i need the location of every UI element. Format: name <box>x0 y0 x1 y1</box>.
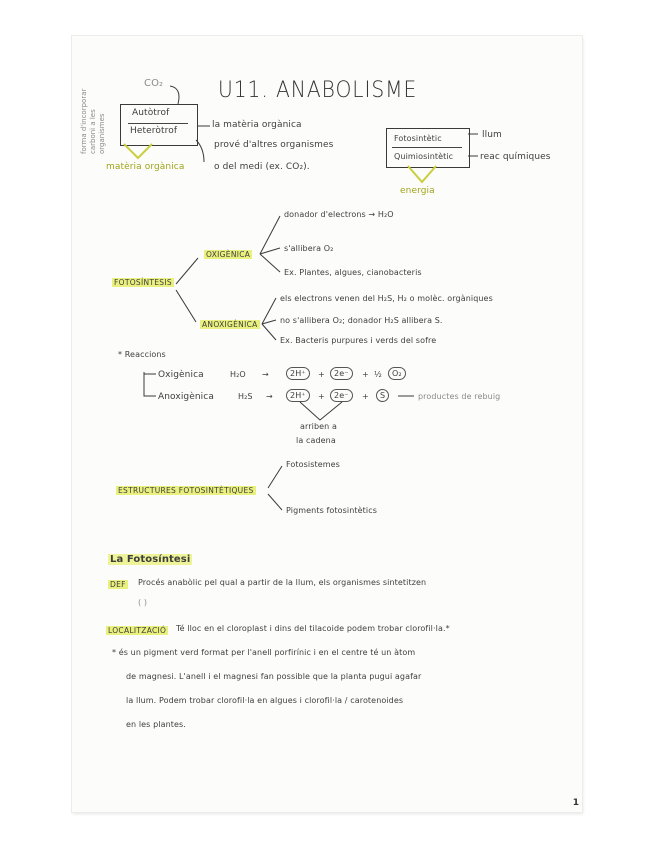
reaction-plus: + <box>362 392 369 401</box>
arriben-label: la cadena <box>296 436 336 445</box>
side-note-line: carboni a les <box>89 109 97 154</box>
page-title: U11. ANABOLISME <box>218 78 418 103</box>
connector-lines <box>72 36 582 812</box>
hetero-arrow <box>196 140 204 162</box>
notebook-page <box>72 36 582 812</box>
cadena-arrow <box>300 402 342 420</box>
fotosintesi-root: FOTOSÍNTESIS <box>114 278 172 287</box>
oxygen-term: O₂ <box>388 367 406 380</box>
oxigenica-item: Ex. Plantes, algues, cianobacteris <box>284 268 422 277</box>
quimiosintetic-label: Quimiosintètic <box>394 152 454 161</box>
note-line: la llum. Podem trobar clorofil·la en algues i clorofil·la / carotenoides <box>126 696 404 705</box>
estructures-item: Fotosistemes <box>286 460 340 469</box>
def-label: DEF <box>110 580 126 589</box>
highlight-arrow <box>408 166 436 182</box>
co2-arrow <box>170 86 179 104</box>
note-line: de magnesi. L'anell i el magnesi fan possible que la planta pugui agafar <box>126 672 422 681</box>
oxigenica-item: s'allibera O₂ <box>284 244 334 253</box>
localitzacio-text: Té lloc en el cloroplast i dins del tilacoide podem trobar clorofil·la.* <box>176 624 450 633</box>
branch-line <box>268 466 282 488</box>
electron-term: 2e⁻ <box>330 389 353 402</box>
reaction-term: H₂O <box>230 370 246 379</box>
branch-line <box>260 216 280 254</box>
fotosintetic-label: Fotosintètic <box>394 134 442 143</box>
co2-label: CO₂ <box>144 78 164 89</box>
reaccions-label: * Reaccions <box>118 350 166 359</box>
energia-label: energia <box>400 186 435 196</box>
reac-label: reac químiques <box>480 152 551 162</box>
autotrof-label: Autòtrof <box>132 108 170 118</box>
oxigenica-item: donador d'electrons → H₂O <box>284 210 394 219</box>
section-heading: La Fotosíntesi <box>110 554 191 565</box>
reaction-term: H₂S <box>238 392 253 401</box>
def-paren: ( ) <box>138 598 148 607</box>
reaction-arrow: → <box>266 392 273 401</box>
localitzacio-label: LOCALITZACIÓ <box>108 626 167 635</box>
proton-term: 2H⁺ <box>286 367 310 380</box>
def-text: Procés anabòlic pel qual a partir de la llum, els organismes sintetitzen <box>138 578 427 587</box>
electron-term: 2e⁻ <box>330 367 353 380</box>
reaction-arrow: → <box>262 370 269 379</box>
heterotrof-label: Heteròtrof <box>130 126 178 136</box>
proton-term: 2H⁺ <box>286 389 310 402</box>
oxigenica-reaction-label: Oxigènica <box>158 370 204 380</box>
sulfur-term: S <box>376 389 389 402</box>
branch-line <box>260 254 280 272</box>
anoxigenica-reaction-label: Anoxigènica <box>158 392 214 402</box>
estructures-item: Pigments fotosintètics <box>286 506 377 515</box>
branch-line <box>176 290 196 322</box>
anoxigenica-item: els electrons venen del H₂S, H₂ o molèc. orgàniques <box>280 294 493 303</box>
producte-label: productes de rebuig <box>418 392 501 401</box>
reaction-plus: + <box>362 370 369 379</box>
header-line: o del medi (ex. CO₂). <box>214 162 310 172</box>
note-line: * és un pigment verd format per l'anell porfirínic i en el centre té un àtom <box>112 648 416 657</box>
reaction-plus: + <box>318 370 325 379</box>
page-number: 1 <box>572 798 579 808</box>
header-line: la matèria orgànica <box>212 120 302 130</box>
highlight-arrow <box>124 144 152 158</box>
anoxigenica-item: Ex. Bacteris purpures i verds del sofre <box>280 336 437 345</box>
reaction-coef: ½ <box>374 370 382 379</box>
header-line: prové d'altres organismes <box>214 140 334 150</box>
arriben-label: arriben a <box>300 422 337 431</box>
materia-organica-label: matèria orgànica <box>106 162 185 172</box>
side-note-line: forma d'incorporar <box>80 88 88 154</box>
anoxigenica-label: ANOXIGÈNICA <box>202 320 258 329</box>
branch-line <box>268 494 282 510</box>
estructures-root: ESTRUCTURES FOTOSINTÈTIQUES <box>118 486 254 495</box>
reaction-plus: + <box>318 392 325 401</box>
note-line: en les plantes. <box>126 720 186 729</box>
side-note-line: organismes <box>98 113 106 154</box>
anoxigenica-item: no s'allibera O₂; donador H₂S allibera S. <box>280 316 443 325</box>
llum-label: llum <box>482 130 502 140</box>
branch-line <box>262 324 276 340</box>
branch-line <box>176 258 198 284</box>
oxigenica-label: OXIGÈNICA <box>206 250 251 259</box>
reaction-bracket <box>144 372 156 396</box>
